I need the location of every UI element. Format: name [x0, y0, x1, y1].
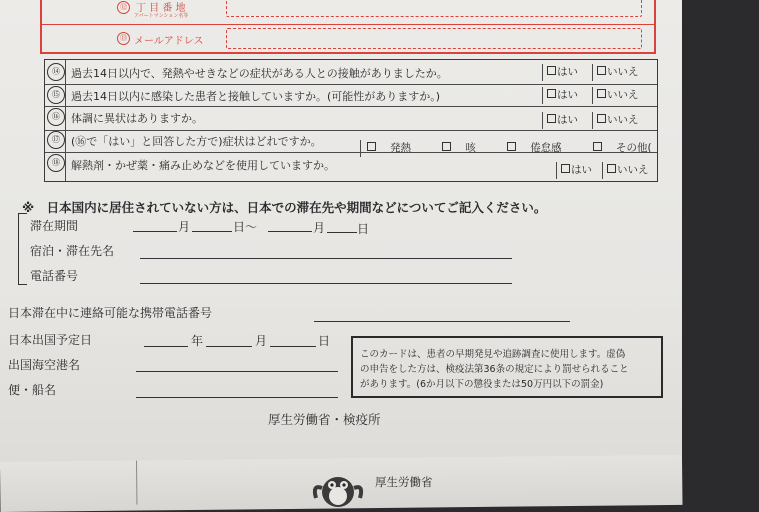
email-label: メールアドレス: [134, 36, 204, 47]
q18-yes-option[interactable]: はい: [556, 162, 592, 179]
stay-end-day-field[interactable]: [327, 232, 357, 233]
legal-notice-line-2: の申告をした方は、検疫法第36条の規定により罰せられること: [360, 364, 629, 375]
contact-section-divider: [40, 24, 654, 25]
year-unit: 年: [191, 334, 204, 348]
question-number: ⑱: [47, 154, 65, 172]
phone-field[interactable]: [140, 283, 512, 284]
address-block-label: 丁 目 番 地: [136, 3, 186, 14]
q16-yes-option[interactable]: はい: [542, 112, 578, 129]
checkbox[interactable]: [507, 142, 516, 151]
table-row-divider: [45, 84, 657, 85]
q18-no-option[interactable]: いいえ: [602, 162, 649, 179]
checkbox[interactable]: [597, 89, 606, 98]
question-number: ⑭: [47, 63, 65, 81]
question-15-text: 過去14日以内に感染した患者と接触していますか。(可能性がありますか。): [71, 90, 441, 103]
stay-start-month-field[interactable]: [133, 231, 177, 232]
mobile-phone-label: 日本滞在中に連絡可能な携帯電話番号: [8, 306, 213, 320]
lodging-name-field[interactable]: [140, 258, 512, 259]
symptom-other-close-paren: ): [754, 142, 759, 154]
question-17-text: (⑯で「はい」と回答した方で)症状はどれですか。: [71, 135, 322, 148]
section-bracket: [18, 213, 27, 285]
flight-ship-field[interactable]: [136, 397, 338, 398]
apartment-name-sublabel: アパートマンション名等: [134, 13, 189, 19]
day-unit: 日: [318, 334, 331, 348]
checkbox[interactable]: [607, 164, 616, 173]
table-row-divider: [45, 130, 657, 131]
question-18-text: 解熱剤・かぜ薬・痛み止めなどを使用していますか。: [71, 159, 335, 172]
month-unit: 月: [255, 334, 268, 348]
legal-notice-line-1: このカードは、患者の早期発見や追跡調査に使用します。虚偽: [360, 349, 626, 360]
checkbox[interactable]: [561, 164, 570, 173]
q15-yes-option[interactable]: はい: [542, 87, 578, 104]
departure-date-label: 日本出国予定日: [8, 333, 93, 347]
departure-port-field[interactable]: [136, 371, 338, 372]
stay-end-month-field[interactable]: [268, 231, 312, 232]
underlying-sheet-issuer: 厚生労働省: [375, 475, 433, 489]
checkbox[interactable]: [547, 89, 556, 98]
symptom-other-option[interactable]: その他(: [593, 142, 666, 154]
legal-notice-line-3: があります。(6か月以下の懲役または50万円以下の罰金): [360, 379, 604, 390]
flight-ship-label: 便・船名: [8, 383, 57, 397]
checkbox[interactable]: [593, 142, 602, 151]
q14-no-option[interactable]: いいえ: [592, 64, 639, 81]
phone-label: 電話番号: [30, 269, 79, 283]
symptom-cough-option[interactable]: 咳: [442, 142, 490, 154]
departure-port-label: 出国海空港名: [8, 358, 81, 372]
address-field[interactable]: [226, 0, 642, 17]
row-number-13: ⑬: [117, 32, 130, 45]
question-number: ⑮: [47, 86, 65, 104]
q15-no-option[interactable]: いいえ: [592, 87, 639, 104]
stay-start-day-field[interactable]: [192, 231, 232, 232]
departure-day-field[interactable]: [270, 346, 316, 347]
departure-year-field[interactable]: [144, 346, 188, 347]
symptom-fatigue-option[interactable]: 倦怠感: [507, 142, 576, 154]
question-16-text: 体調に異状はありますか。: [71, 112, 203, 125]
non-resident-notice: ※ 日本国内に居住されていない方は、日本での滞在先や期間などについてご記入ください。: [22, 200, 547, 215]
checkbox[interactable]: [367, 142, 376, 151]
day-unit: 日: [357, 222, 370, 236]
question-number: ⑰: [47, 131, 65, 149]
stay-period-label: 滞在期間: [30, 219, 79, 233]
checkbox[interactable]: [442, 142, 451, 151]
checkbox[interactable]: [547, 114, 556, 123]
symptom-options: [360, 140, 759, 157]
month-unit: 月: [178, 220, 191, 234]
q16-no-option[interactable]: いいえ: [592, 112, 639, 129]
symptom-fever-option[interactable]: 発熱: [367, 142, 425, 154]
day-tilde-unit: 日〜: [233, 220, 258, 234]
mobile-phone-field[interactable]: [314, 321, 570, 322]
mascot-icon: [308, 468, 368, 512]
table-row-divider: [45, 106, 657, 107]
question-number: ⑯: [47, 108, 65, 126]
q14-yes-option[interactable]: はい: [542, 64, 578, 81]
checkbox[interactable]: [597, 66, 606, 75]
checkbox[interactable]: [547, 66, 556, 75]
month-unit: 月: [313, 221, 326, 235]
underlying-sheet-rule: [136, 461, 137, 505]
departure-month-field[interactable]: [206, 346, 252, 347]
row-number-12: ⑫: [117, 1, 130, 14]
lodging-name-label: 宿泊・滞在先名: [30, 244, 115, 258]
issuer-name: 厚生労働省・検疫所: [268, 412, 381, 427]
question-14-text: 過去14日以内で、発熱やせきなどの症状がある人との接触がありましたか。: [71, 67, 448, 80]
email-field[interactable]: [226, 28, 642, 49]
checkbox[interactable]: [597, 114, 606, 123]
